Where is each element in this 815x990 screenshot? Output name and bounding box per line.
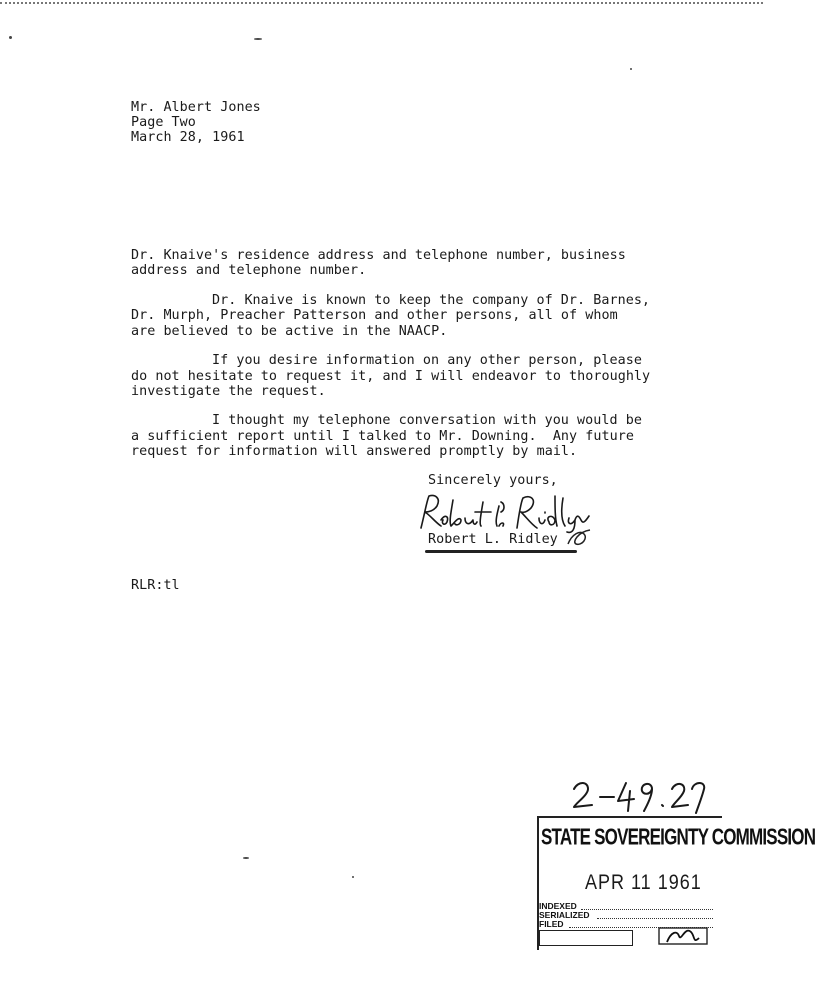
- reference-initials: RLR:tl: [131, 578, 180, 593]
- handwritten-file-number: [570, 777, 710, 815]
- stamp-serialized-label: SERIALIZED: [539, 910, 590, 920]
- paragraph-3-line: If you desire information on any other person, please: [212, 353, 642, 368]
- stamp-indexed-label: INDEXED: [539, 901, 577, 911]
- paragraph-1-line: address and telephone number.: [131, 263, 367, 278]
- closing-salutation: Sincerely yours,: [428, 473, 558, 488]
- paragraph-4-line: request for information will answered promptly by mail.: [131, 444, 578, 459]
- stamp-indexed-line: [581, 908, 713, 910]
- scan-speck: [630, 68, 632, 70]
- paragraph-2-line: Dr. Murph, Preacher Patterson and other persons, all of whom: [131, 308, 618, 323]
- state-sovereignty-commission-stamp: [533, 812, 815, 952]
- scan-speck: [9, 36, 12, 39]
- paragraph-4-line: a sufficient report until I talked to Mr. Downing. Any future: [131, 429, 634, 444]
- paragraph-3-line: do not hesitate to request it, and I will endeavor to thoroughly: [131, 369, 651, 384]
- paragraph-1-line: Dr. Knaive's residence address and telephone number, business: [131, 248, 626, 263]
- scan-speck: [254, 38, 262, 40]
- paragraph-4-line: I thought my telephone conversation with you would be: [212, 413, 642, 428]
- stamp-date: APR 11 1961: [585, 870, 702, 894]
- paragraph-3-line: investigate the request.: [131, 384, 326, 399]
- initial-mark-icon: [564, 526, 594, 550]
- page-top-edge: [0, 2, 763, 8]
- paragraph-2-line: Dr. Knaive is known to keep the company of Dr. Barnes,: [212, 293, 651, 308]
- page-label: Page Two: [131, 115, 196, 130]
- typed-signature-name: Robert L. Ridley: [428, 532, 558, 547]
- paragraph-2-line: are believed to be active in the NAACP.: [131, 324, 448, 339]
- stamp-serialized-line: [597, 917, 713, 919]
- stamp-filed-label: FILED: [539, 919, 564, 929]
- stamp-field-box: [539, 930, 633, 946]
- letter-date: March 28, 1961: [131, 130, 245, 145]
- recipient-name: Mr. Albert Jones: [131, 100, 261, 115]
- scan-speck: [352, 876, 354, 878]
- stamp-initials-mark: [653, 922, 713, 950]
- scan-speck: [243, 857, 249, 859]
- stamp-title: STATE SOVEREIGNTY COMMISSION: [541, 824, 815, 850]
- signature-underline: [425, 550, 577, 553]
